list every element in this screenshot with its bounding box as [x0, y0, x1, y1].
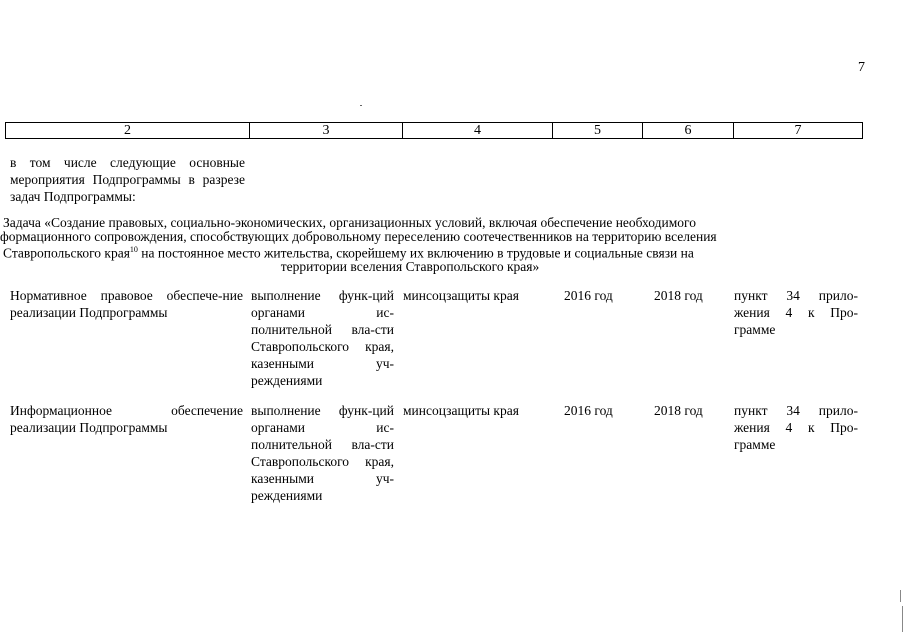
table-row: [0, 287, 905, 397]
footnote-marker: 10: [129, 245, 138, 254]
row-responsible: минсоцзащиты края: [403, 288, 519, 303]
row-reference: пункт 34 прило-жения 4 к Про-грамме: [734, 288, 858, 337]
table-row: [0, 402, 905, 512]
row-executor-type: выполнение функ-ций органами ис-полнительной вла-сти Ставропольского края, казенными уч-реждениями: [251, 403, 394, 503]
task-region: Ставропольского края: [3, 245, 130, 261]
scan-edge-mark: [900, 590, 901, 602]
row-name: Нормативное правовое обеспече-ние реализации Подпрограммы: [10, 288, 243, 320]
task-line-3-rest: на постоянное место жительства, скорейшему их включению в трудовые и социальные связи на: [137, 245, 694, 261]
row-start-year: 2016 год: [564, 288, 613, 303]
scan-edge-mark: [902, 606, 903, 632]
table-header-row: [5, 122, 863, 139]
row-end-year: 2018 год: [654, 288, 703, 303]
header-col-4: 4: [403, 123, 553, 138]
row-executor-type: выполнение функ-ций органами ис-полнительной вла-сти Ставропольского края, казенными уч-реждениями: [251, 288, 394, 388]
scan-speck: [360, 105, 362, 106]
task-line-2: формационного сопровождения, способствующих добровольному переселению соотечественников на территорию вселения: [0, 228, 717, 244]
row-reference: пункт 34 прило-жения 4 к Про-грамме: [734, 403, 858, 452]
row-name: Информационное обеспечение реализации Подпрограммы: [10, 403, 243, 435]
row-end-year: 2018 год: [654, 403, 703, 418]
header-col-7: 7: [794, 123, 802, 138]
header-col-3: 3: [250, 123, 403, 138]
task-heading: [0, 216, 905, 274]
task-line-3: [0, 243, 905, 260]
header-col-2: 2: [6, 123, 250, 138]
task-line-4: территории вселения Ставропольского края»: [280, 259, 540, 274]
task-line-1: Задача «Создание правовых, социально-экономических, организационных условий, включая обеспечение необходимого: [3, 215, 696, 230]
header-col-5: 5: [553, 123, 643, 138]
header-col-6: 6: [643, 123, 734, 138]
intro-text: в том числе следующие основные мероприятия Подпрограммы в разрезе задач Подпрограммы:: [10, 155, 245, 204]
row-start-year: 2016 год: [564, 403, 613, 418]
page-number: 7: [858, 60, 865, 75]
row-responsible: минсоцзащиты края: [403, 403, 519, 418]
